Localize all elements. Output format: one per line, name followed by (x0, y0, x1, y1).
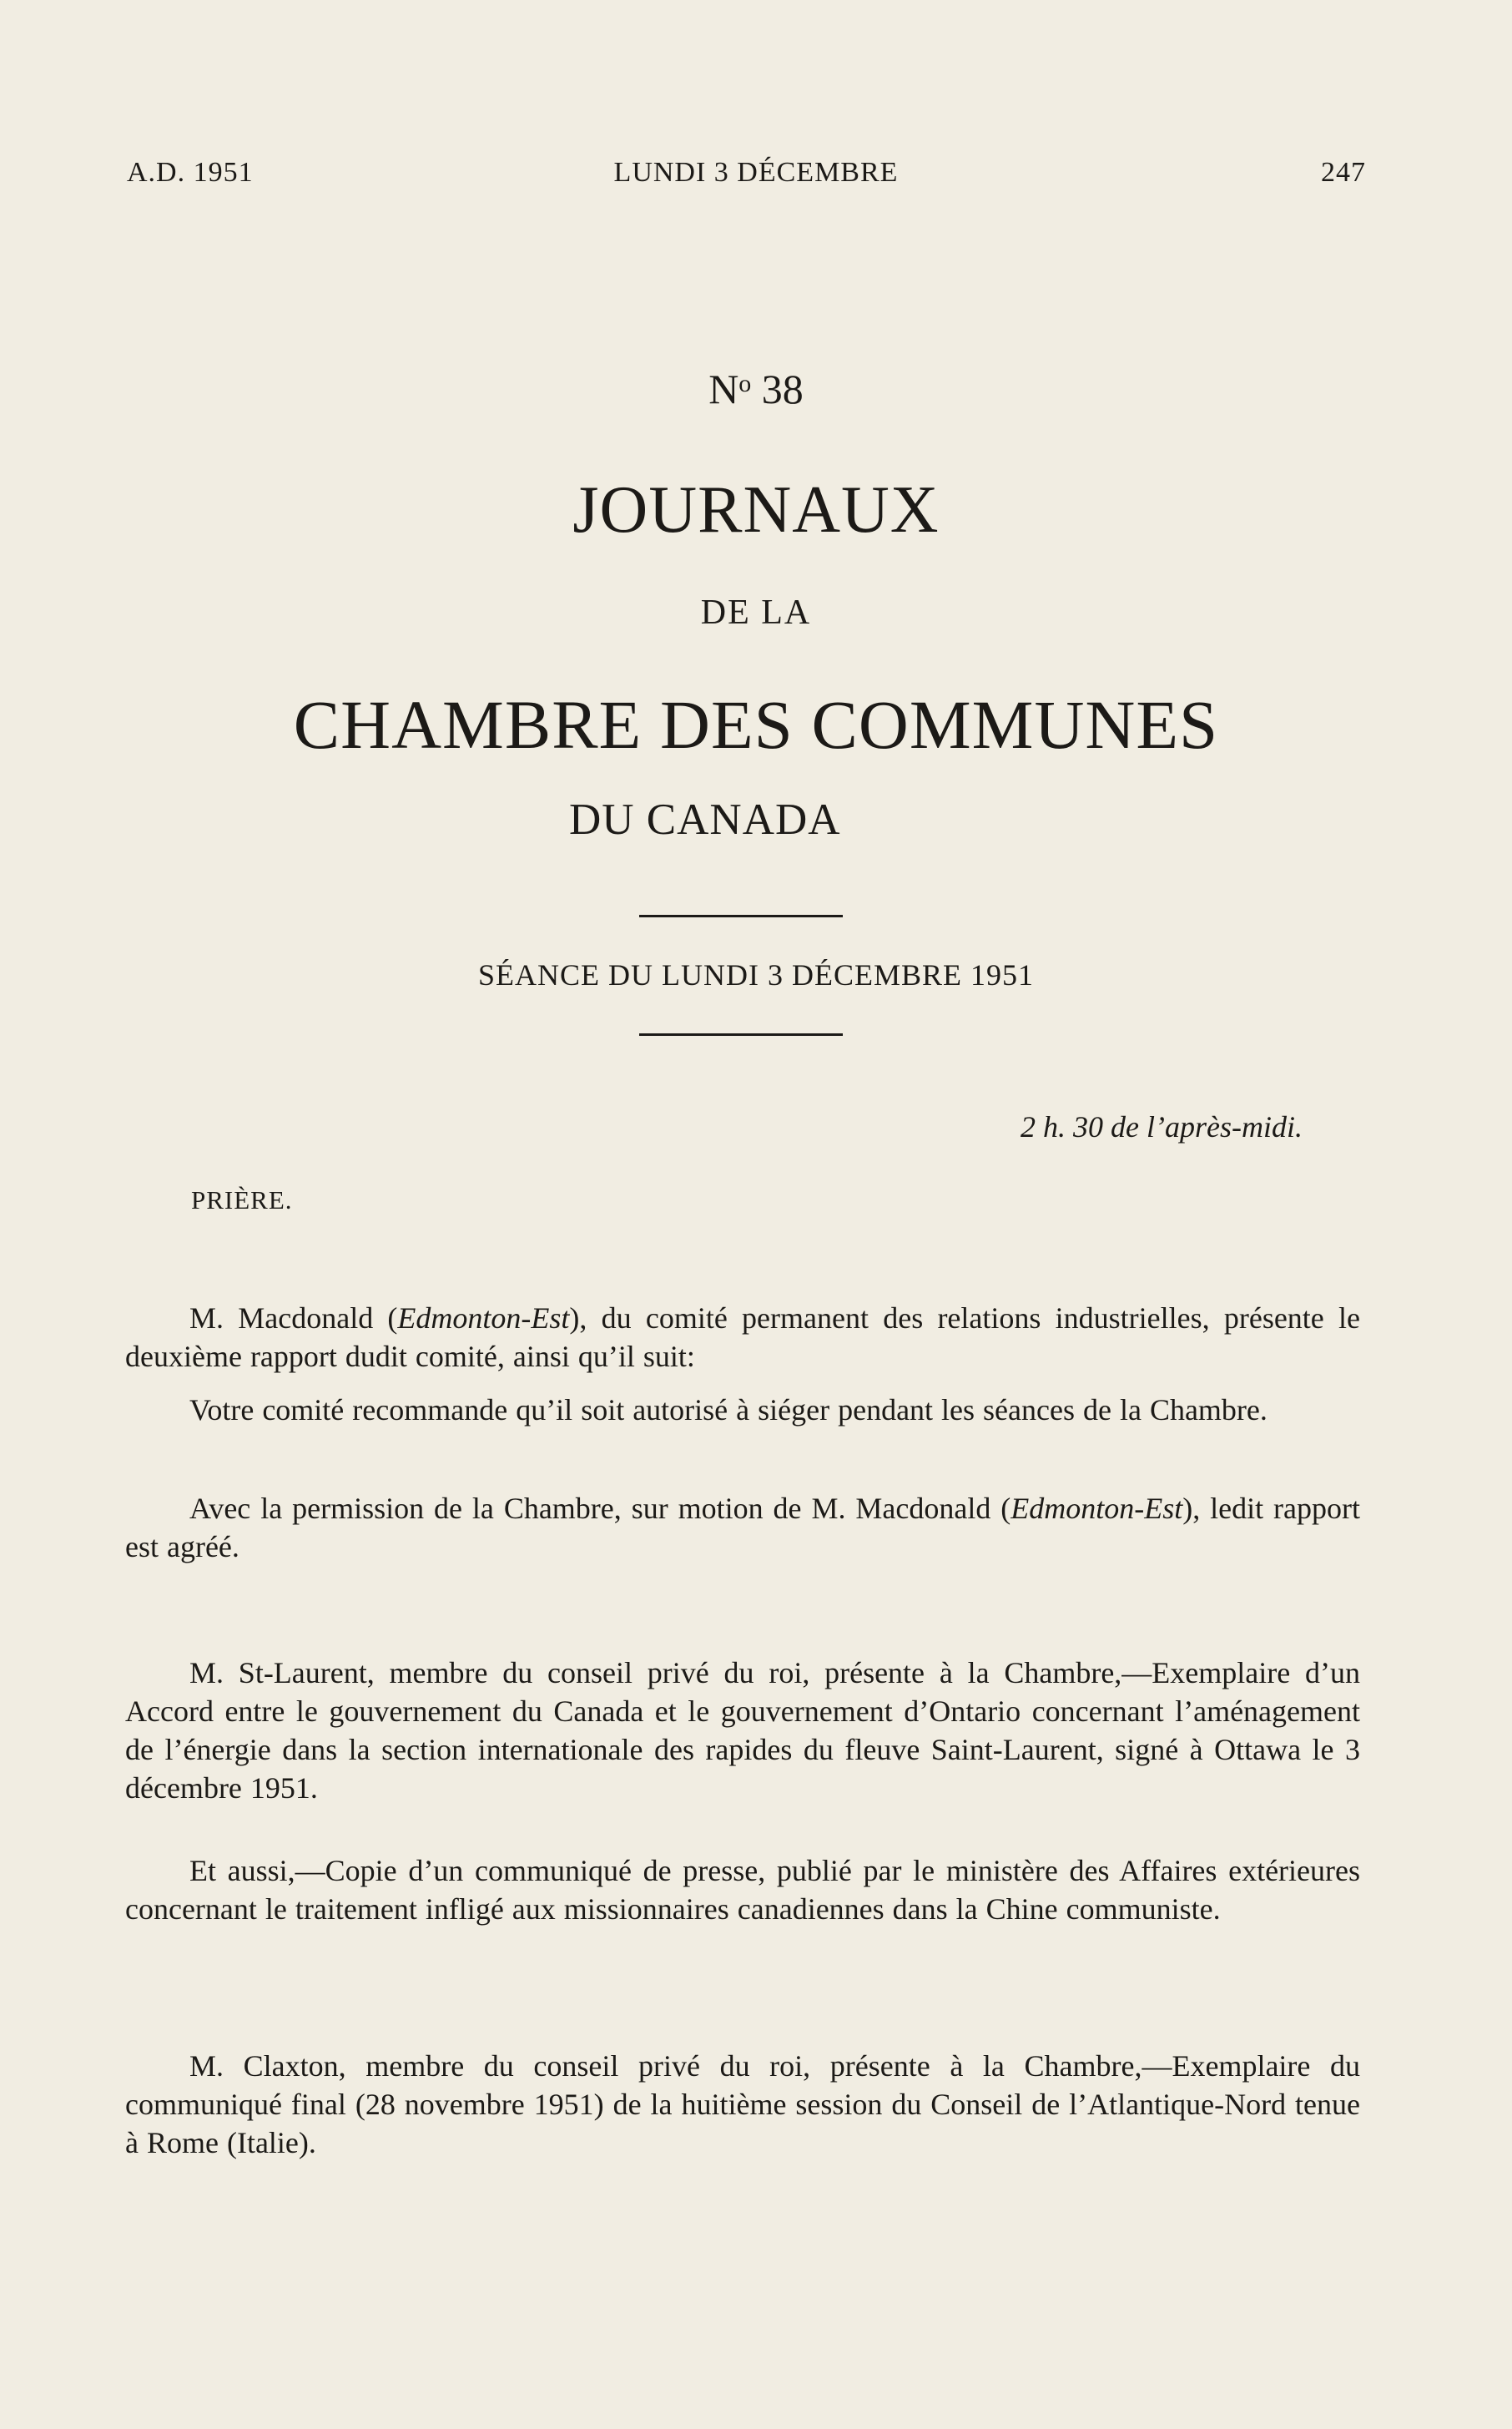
sitting-time: 2 h. 30 de l’après-midi. (1021, 1110, 1303, 1144)
divider-rule (639, 1033, 843, 1036)
title-de-la: DE LA (700, 593, 812, 632)
paragraph-committee-report (125, 1299, 1360, 1376)
seance-heading: SÉANCE DU LUNDI 3 DÉCEMBRE 1951 (478, 958, 1034, 992)
paragraph-report-agreed (125, 1489, 1360, 1566)
riding-name: Edmonton-Est (397, 1301, 570, 1335)
running-head-date: LUNDI 3 DÉCEMBRE (613, 157, 899, 188)
priere-heading: PRIÈRE. (191, 1185, 293, 1214)
title-canada: DU CANADA (569, 795, 841, 844)
issue-prefix: N (708, 366, 739, 412)
running-head-year: A.D. 1951 (127, 157, 254, 188)
paragraph-recommendation: Votre comité recommande qu’il soit autorisé à siéger pendant les séances de la Chambre. (189, 1393, 1268, 1427)
issue-number (0, 365, 1512, 413)
text-run: ), ledit rapport est agréé. (125, 1492, 1360, 1563)
text-run: M. Macdonald ( (189, 1301, 398, 1335)
title-chambre: CHAMBRE DES COMMUNES (293, 686, 1219, 763)
text-run: ), du comité permanent des relations industrielles, présente le deuxième rapport dudit comité, ainsi qu’il suit: (125, 1301, 1360, 1373)
issue-superscript: o (738, 370, 752, 397)
page-number: 247 (1321, 157, 1366, 188)
divider-rule (639, 915, 843, 917)
title-journaux: JOURNAUX (572, 473, 940, 547)
running-head (0, 157, 1512, 204)
paragraph-et-aussi: Et aussi,—Copie d’un communiqué de presse, publié par le ministère des Affaires extérieures concernant le traitement infligé aux missionnaires canadiennes dans la Chine communiste. (125, 1854, 1360, 1926)
paragraph-claxton: M. Claxton, membre du conseil privé du roi, présente à la Chambre,—Exemplaire du communiqué final (28 novembre 1951) de la huitième session du Conseil de l’Atlantique-Nord tenue à Rome (Italie). (125, 2049, 1360, 2159)
riding-name: Edmonton-Est (1011, 1492, 1183, 1525)
paragraph-st-laurent: M. St-Laurent, membre du conseil privé du roi, présente à la Chambre,—Exemplaire d’un Accord entre le gouvernement du Canada et le gouvernement d’Ontario concernant l’aménagement de l’énergie dans la section internationale des rapides du fleuve Saint-Laurent, signé à Ottawa le 3 décembre 1951. (125, 1656, 1360, 1805)
issue-value: 38 (761, 366, 804, 412)
text-run: Avec la permission de la Chambre, sur motion de M. Macdonald ( (189, 1492, 1011, 1525)
